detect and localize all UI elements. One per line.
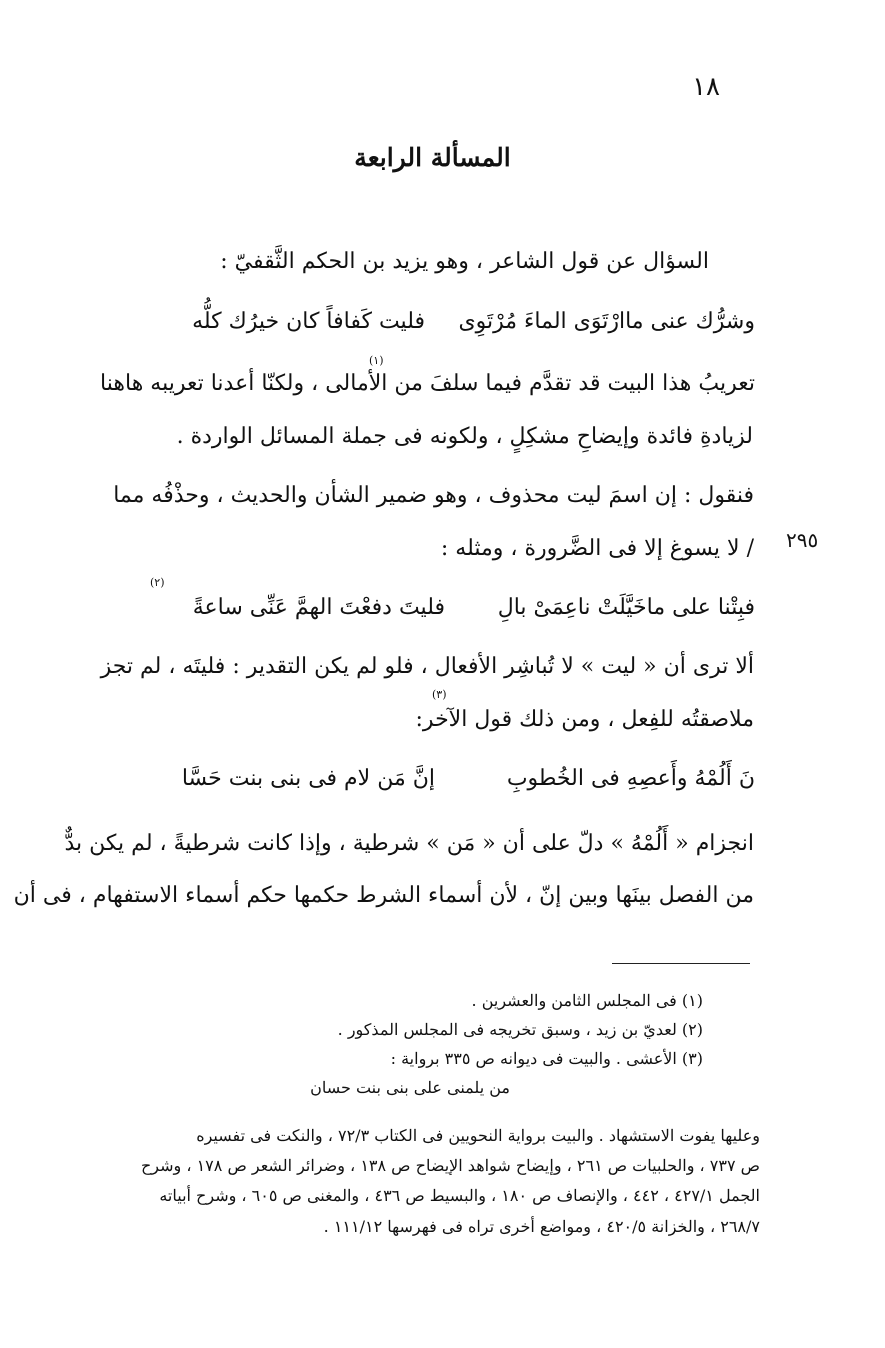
footnote-3: (٣) الأعشى . والبيت فى ديوانه ص ٣٣٥ برواية : xyxy=(390,1049,703,1068)
footnote-3-line1: وعليها يفوت الاستشهاد . والبيت برواية النحويين فى الكتاب ٧٢/٣ ، والنكت فى تفسيره xyxy=(196,1126,760,1145)
verse2-second-hemistich: فبِتْنا على ماخَيَّلَتْ ناعِمَىْ بالِ xyxy=(497,595,755,620)
verse3-first-hemistich: إنَّ مَن لام فى بنى بنت حَسَّا xyxy=(181,766,435,791)
para2-line2: / لا يسوغ إلا فى الضَّرورة ، ومثله : xyxy=(440,536,754,561)
para2-line1: فنقول : إن اسمَ ليت محذوف ، وهو ضمير الشأن والحديث ، وحذْفُه مما xyxy=(113,483,754,508)
verse1-first-hemistich: فليت كَفافاً كان خيرُك كلُّه xyxy=(192,309,425,334)
footnote-3-quoted-verse: من يلمنى على بنى بنت حسان xyxy=(310,1078,510,1097)
footnote-3-line3: الجمل ٤٢٧/١ ، ٤٤٢ ، والإنصاف ص ١٨٠ ، والبسيط ص ٤٣٦ ، والمغنى ص ٦٠٥ ، وشرح أبياته xyxy=(159,1186,760,1205)
para1-line2: لزيادةِ فائدة وإيضاحِ مشكِلٍ ، ولكونه فى جملة المسائل الواردة . xyxy=(176,424,753,449)
footnote-3-line2: ص ٧٣٧ ، والحلبيات ص ٢٦١ ، وإيضاح شواهد الإيضاح ص ١٣٨ ، وضرائر الشعر ص ١٧٨ ، وشرح xyxy=(140,1156,760,1175)
footnote-marker-2: (٢) xyxy=(150,576,165,589)
para4-line2: من الفصل بينَها وبين إنّ ، لأن أسماء الشرط حكمها حكم أسماء الاستفهام ، فى أن xyxy=(13,883,754,908)
footnote-2: (٢) لعديّ بن زيد ، وسبق تخريجه فى المجلس المذكور . xyxy=(337,1020,703,1039)
footnote-1: (١) فى المجلس الثامن والعشرين . xyxy=(471,991,703,1010)
para4-line1: انجزام « أَلُمْهُ » دلّ على أن « مَن » شرطية ، وإذا كانت شرطيةً ، لم يكن بدٌّ xyxy=(64,831,754,856)
page-number: ١٨ xyxy=(692,72,720,102)
verse3-second-hemistich: نَ أَلُمْهُ وأَعصِهِ فى الخُطوبِ xyxy=(506,766,755,791)
intro-line: السؤال عن قول الشاعر ، وهو يزيد بن الحكم الثَّقفيّ : xyxy=(220,249,709,274)
chapter-title: المسألة الرابعة xyxy=(354,143,511,172)
verse2-first-hemistich: فليتَ دفعْتَ الهمَّ عَنِّى ساعةً xyxy=(192,595,445,620)
footnote-3-line4: ٢٦٨/٧ ، والخزانة ٤٢٠/٥ ، ومواضع أخرى تراه فى فهرسها ١١١/١٢ . xyxy=(323,1217,760,1236)
footnote-marker-1: (١) xyxy=(369,354,384,367)
para1-line1: تعريبُ هذا البيت قد تقدَّم فيما سلفَ من الأمالى ، ولكنّا أعدنا تعريبه هاهنا xyxy=(100,371,755,396)
footnote-separator xyxy=(612,963,750,964)
margin-page-number: ٢٩٥ xyxy=(786,528,819,552)
para3-line2: ملاصقتُه للفِعل ، ومن ذلك قول الآخر: xyxy=(415,707,754,732)
footnote-marker-3: (٣) xyxy=(432,688,447,701)
verse1-second-hemistich: وشرُّك عنى ماارْتَوَى الماءَ مُرْتَوِى xyxy=(458,309,755,334)
para3-line1: ألا ترى أن « ليت » لا تُباشِر الأفعال ، فلو لم يكن التقدير : فليتَه ، لم تجز xyxy=(100,654,754,679)
